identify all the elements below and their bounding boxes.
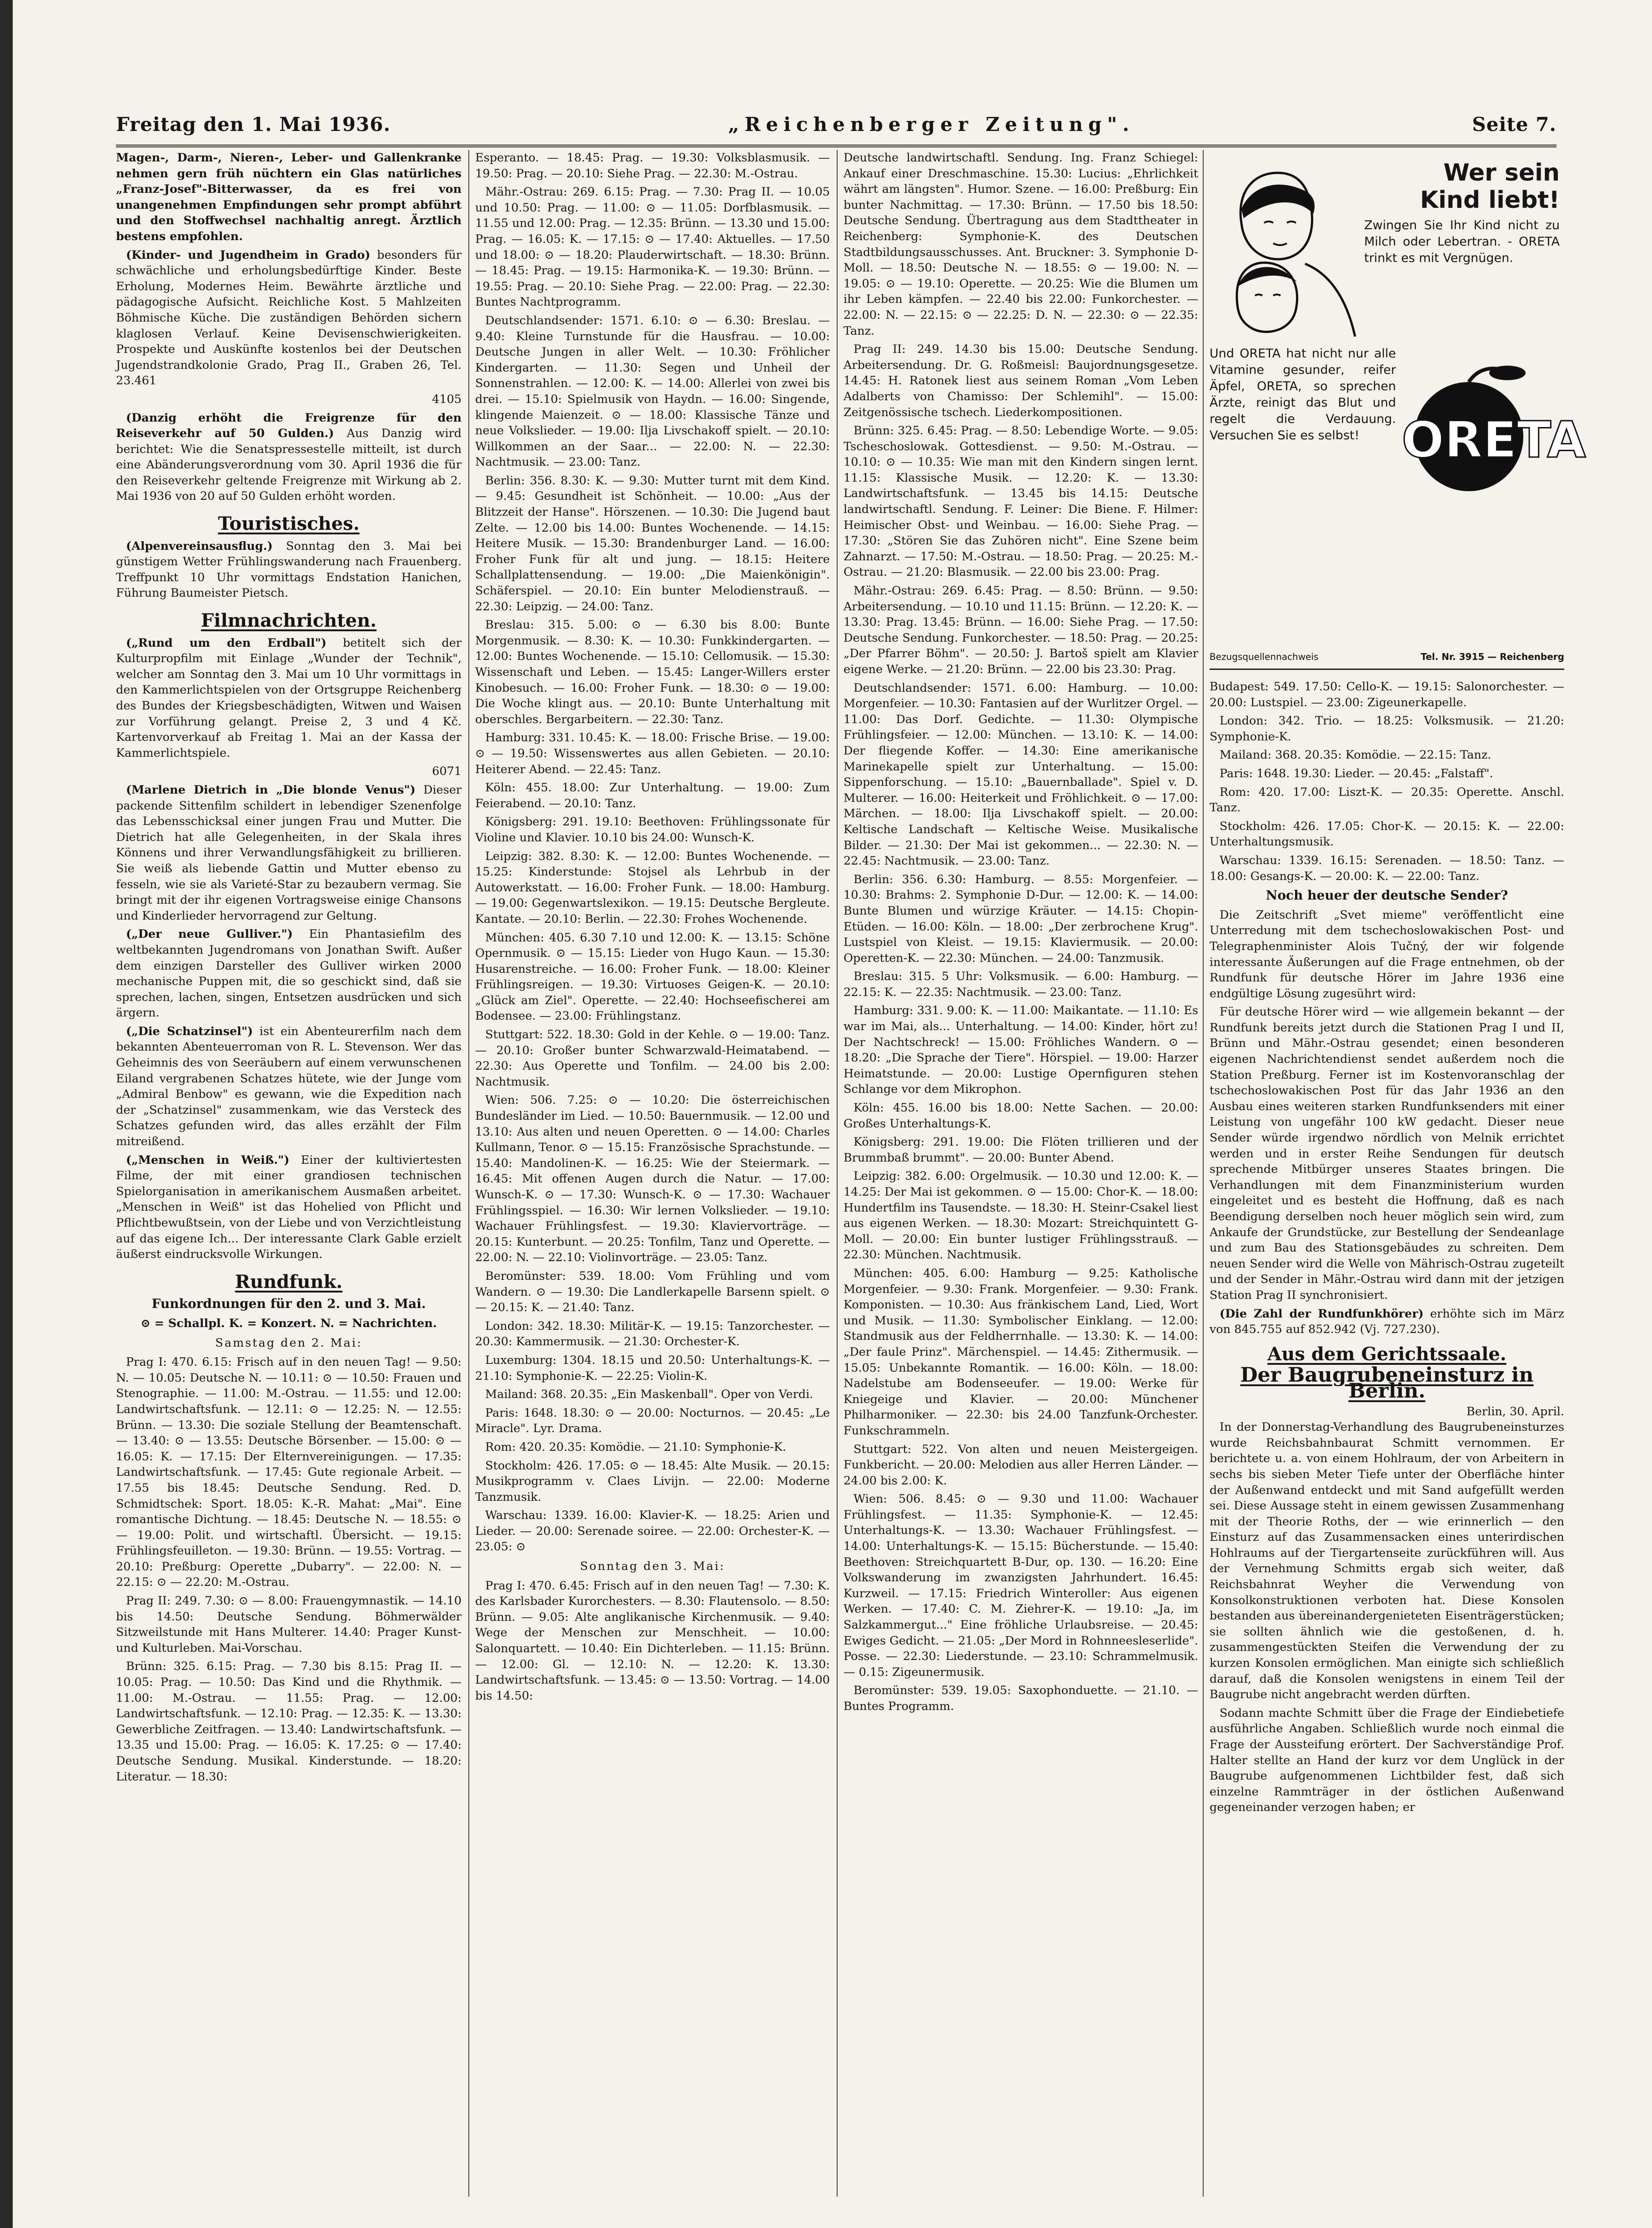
- station-listing: Esperanto. — 18.45: Prag. — 19.30: Volksblasmusik. — 19.50: Prag. — 20.10: Siehe Prag. — 22.30: M.-Ostrau.: [475, 151, 830, 181]
- film-heading: („Menschen in Weiß."): [126, 1153, 290, 1167]
- station-listing: Breslau: 315. 5 Uhr: Volksmusik. — 6.00: Hamburg. — 22.15: K. — 22.35: Nachtmusik. — 23.00: Tanz.: [844, 970, 1198, 999]
- station-listing: Luxemburg: 1304. 18.15 und 20.50: Unterhaltungs-K. — 21.10: Symphonie-K. — 22.25: Violin-K.: [475, 1353, 830, 1383]
- column-3: [844, 150, 1198, 2197]
- station-listing: Stuttgart: 522. Von alten und neuen Meistergeigen. Funkbericht. — 20.00: Melodien aus aller Herren Länder. — 24.00 bis 2.00: K.: [844, 1442, 1198, 1488]
- film-text: Dieser packende Sittenfilm schildert in lebendiger Szenenfolge das Lebensschicksal einer jungen Frau und Mutter. Die Dietrich hat alle Gelegenheiten, in der Skala ihres Könnens und ihrer Verwandlungsfähigkeit zu brillieren. Sie weiß als liebende Gattin und Mutter ebenso zu fesseln, wie sie als Varieté-Star zu bezaubern vermag. Sie bringt mit der ihr eigenen Vortragsweise einige Chansons und Kinderlieder hervorragend zur Geltung.: [116, 783, 462, 923]
- ad-headline-line: Wer sein: [1443, 159, 1560, 186]
- section-tourism: Touristisches.: [218, 513, 360, 535]
- article-paragraph: In der Donnerstag-Verhandlung des Baugrubeneinsturzes wurde Reichsbahnbaurat Schmitt vernommen. Er berichtete u. a. von einem Hohlraum, der von Arbeitern in sechs bis sieben Meter Tiefe unter der Oberfläche hinter der Außenwand entdeckt und mit Sand aufgefüllt werden sei. Diese Aussage steht in einem gewissen Zusammenhang mit der Theorie Roths, der — wie erinnerlich — den Einsturz auf das Zusammensacken eines unterirdischen Hohlraums auf der Tiergartenseite zurückführen will. Aus der Vernehmung Schmitts ergab sich weiter, daß Reichsbahnrat Weyher die Verwendung von Konsolkonstruktionen verboten hat. Diese Konsolen bestanden aus übereinandergenieteten Eisenträgerstücken; sie sollten ähnlich wie die gestoßenen, d. h. zusammengestückten Steifen die Verwendung der zu kurzen Konsolen ermöglichen. Man einigte sich schließlich darauf, daß die Konsolen wenigstens in einem Teil der Baugrube nicht angebracht werden dürften.: [1210, 1420, 1564, 1702]
- danzig-heading: (Danzig erhöht die Freigrenze für den Reiseverkehr auf 50 Gulden.): [116, 411, 462, 441]
- grado-text: besonders für schwächliche und erholungsbedürftige Kinder. Beste Erholung, Modernes Heim. Bewährte ärztliche und pädagogische Aufsicht. Reichliche Kost. 5 Mahlzeiten Böhmische Küche. Die zuständigen Behörden sichern klaglosen Verlauf. Keine Devisenschwierigkeiten. Prospekte und Auskünfte kostenlos bei der Deutschen Jugendstrandkolonie Grado, Prag II., Graben 26, Tel. 23.461: [116, 248, 462, 388]
- station-listing: Stockholm: 426. 17.05: Chor-K. — 20.15: K. — 22.00: Unterhaltungsmusik.: [1210, 819, 1564, 849]
- station-listing: Paris: 1648. 18.30: ⊙ — 20.00: Nocturnos. — 20.45: „Le Miracle". Lyr. Drama.: [475, 1406, 830, 1436]
- station-listing: Deutschlandsender: 1571. 6.10: ⊙ — 6.30: Breslau. — 9.40: Kleine Turnstunde für die Hausfrau. — 10.00: Deutsche Jungen in aller Welt. — 10.30: Fröhlicher Kindergarten. — 11.30: Segen und Unheil der Sonnenstrahlen. — 12.00: K. — 14.00: Allerlei von zwei bis drei. — 15.10: Spielmusik von Haydn. — 16.00: Singende, klingende Maienzeit. ⊙ — 18.00: Klassische Tänze und neue Volkslieder. — 19.00: Ilja Livschakoff spielt. — 20.10: Willkommen an der Saar... — 22.00: N. — 22.30: Nachtmusik. — 23.00: Tanz.: [475, 313, 830, 469]
- station-listing: Paris: 1648. 19.30: Lieder. — 20.45: „Falstaff".: [1220, 766, 1493, 780]
- station-listing: Breslau: 315. 5.00: ⊙ — 6.30 bis 8.00: Bunte Morgenmusik. — 8.30: K. — 10.30: Funkkindergarten. — 12.00: Buntes Wochenende. — 15.10: Cellomusik. — 15.30: Wissenschaft und Leben. — 15.45: Langer-Willers erster Kinobesuch. — 16.00: Froher Funk. — 18.30: ⊙ — 19.00: Die Woche klingt aus. — 20.10: Bunte Unterhaltung mit oberschles. Bergarbeitern. — 22.30: Tanz.: [475, 618, 830, 726]
- ad-copy: Und ORETA hat nicht nur alle Vitamine gesunder, reifer Äpfel, ORETA, so sprechen Ärzte, reinigt das Blut und regelt die Verdauung. Versuchen Sie es selbst!: [1210, 347, 1396, 443]
- station-listing: Deutsche landwirtschaftl. Sendung. Ing. Franz Schiegel: Ankauf einer Dreschmaschine. 15.30: Lucius: „Ehrlichkeit währt am längsten". Humor. Szene. — 16.00: Preßburg: Ein bunter Nachmittag. — 17.30: Brünn. — 17.50 bis 18.50: Deutsche Sendung. Übertragung aus dem Stadttheater in Reichenberg: Symphonie-K. des Deutschen Stadtbildungsausschusses. Ant. Bruckner: 3. Symphonie D-Moll. — 18.50: Deutsche N. — 18.55: ⊙ — 19.00: N. — 19.05: ⊙ — 19.10: Operette. — 20.25: Wie die Blumen um ihr Leben kämpfen. — 22.40 bis 22.00: Funkorchester. — 22.00: N. — 22.15: ⊙ — 22.25: D. N. — 22.30: ⊙ — 22.35: Tanz.: [844, 151, 1198, 338]
- station-listing: Mailand: 368. 20.35: „Ein Maskenball". Oper von Verdi.: [485, 1388, 813, 1402]
- header-page-number: Seite 7.: [1472, 113, 1557, 136]
- station-listing: Köln: 455. 18.00: Zur Unterhaltung. — 19.00: Zum Feierabend. — 20.10: Tanz.: [475, 781, 830, 810]
- header-date: Freitag den 1. Mai 1936.: [116, 113, 391, 136]
- film-text: ist ein Abenteurerfilm nach dem bekannten Abenteuerroman von R. L. Stevenson. Wer das Geheimnis des von Seeräubern auf einem verwunschenen Eiland vergrabenen Schatzes hütete, wie der Junge vom „Admiral Benbow" es gewann, wie die Expedition nach der „Schatzinsel" zusammenkam, wie das Versteck des Schatzes gefunden wird, das alles erzählt der Film mitreißend.: [116, 1024, 462, 1149]
- bitterwasser-notice: Magen-, Darm-, Nieren-, Leber- und Gallenkranke nehmen gern früh nüchtern ein Glas natürliches „Franz-Josef"-Bitterwasser, da es frei von unangenehmen Empfindungen sehr prompt abführt und den Stoffwechsel nachhaltig anregt. Ärztlich bestens empfohlen.: [116, 151, 462, 243]
- section-court: Aus dem Gerichtssaale.: [1267, 1343, 1506, 1365]
- grado-ref: 4105: [432, 392, 462, 406]
- oreta-logo-text: ORETA: [1401, 411, 1586, 469]
- ad-footer-label: Bezugsquellennachweis: [1210, 651, 1319, 663]
- film-heading: (Marlene Dietrich in „Die blonde Venus"): [126, 783, 416, 797]
- oreta-advertisement: [1210, 150, 1586, 670]
- station-listing: Prag I: 470. 6.45: Frisch auf in den neuen Tag! — 7.30: K. des Karlsbader Kurorchesters. — 8.30: Flautensolo. — 8.50: Brünn. — 9.05: Alte anglikanische Kirchenmusik. — 9.40: Wege der Menschen zur Menschheit. — 10.00: Salonquartett. — 10.40: Ein Dichterleben. — 11.15: Brünn. — 12.00: Gl. — 12.10: N. — 12.20: K. 13.30: Landwirtschaftsfunk. — 13.45: ⊙ — 13.50: Vortrag. — 14.00 bis 14.50:: [475, 1579, 830, 1703]
- alpen-heading: (Alpenvereinsausflug.): [126, 539, 273, 553]
- station-listing: Brünn: 325. 6.15: Prag. — 7.30 bis 8.15: Prag II. — 10.05: Prag. — 10.50: Das Kind und die Rhythmik. — 11.00: M.-Ostrau. — 11.55: Prag. — 12.00: Landwirtschaftsfunk. — 12.10: Prag. — 12.35: K. — 13.30: Gewerbliche Zeitfragen. — 13.40: Landwirtschaftsfunk. — 13.35 und 15.00: Prag. — 16.05: K. 17.25: ⊙ — 17.40: Deutsche Sendung. Musikal. Kinderstunde. — 18.20: Literatur. — 18.30:: [116, 1660, 462, 1784]
- listener-count-heading: (Die Zahl der Rundfunkhörer): [1220, 1307, 1424, 1321]
- article-paragraph: Sodann machte Schmitt über die Frage der Eindiebetiefe ausführliche Angaben. Schließlich wurde noch einmal die Frage der Aussteifung erörtert. Der Sachverständige Prof. Halter stellte an Hand der kurz vor dem Unglück in der Baugrube aufgenommenen Lichtbilder fest, daß sich einzelne Rammträger in der östlichen Außenwand gegeneinander verzogen haben; er: [1210, 1706, 1564, 1815]
- oreta-logo: [1401, 364, 1586, 500]
- station-listing: Budapest: 549. 17.50: Cello-K. — 19.15: Salonorchester. — 20.00: Lustspiel. — 23.00: Zigeunerkapelle.: [1210, 680, 1564, 709]
- station-listing: Mailand: 368. 20.35: Komödie. — 22.15: Tanz.: [1220, 748, 1491, 762]
- header-rule: [116, 145, 1557, 147]
- film-heading: („Die Schatzinsel"): [126, 1024, 253, 1038]
- station-listing: Königsberg: 291. 19.00: Die Flöten trillieren und der Brummbaß brummt". — 20.00: Bunter Abend.: [844, 1135, 1198, 1165]
- station-listing: Brünn: 325. 6.45: Prag. — 8.50: Lebendige Worte. — 9.05: Tscheschoslowak. Gottesdienst. — 9.50: M.-Ostrau. — 10.10: ⊙ — 10.35: Wie man mit den Kindern singen lernt. 11.15: Klassische Musik. — 12.20: K. — 13.30: Landwirtschaftsfunk. — 13.45 bis 14.15: Deutsche landwirtschaftl. Sendung. F. Leiner: Die Biene. F. Hilmer: Heimischer Obst- und Weinbau. — 16.00: Siehe Prag. — 17.30: „Stören Sie das Zuhören nicht". Eine Szene beim Zahnarzt. — 17.50: M.-Ostrau. — 18.50: Prag. — 20.25: M.-Ostrau. — 21.20: Blasmusik. — 22.00 bis 23.00: Prag.: [844, 424, 1198, 579]
- mother-child-illustration: [1210, 159, 1360, 341]
- radio-legend: ⊙ = Schallpl. K. = Konzert. N. = Nachrichten.: [141, 1316, 437, 1330]
- station-listing: Rom: 420. 20.35: Komödie. — 21.10: Symphonie-K.: [485, 1440, 786, 1454]
- station-listing: London: 342. Trio. — 18.25: Volksmusik. — 21.20: Symphonie-K.: [1210, 714, 1564, 744]
- station-listing: Hamburg: 331. 9.00: K. — 11.00: Maikantate. — 11.10: Es war im Mai, als... Unterhaltung. — 14.00: Kinder, hört zu! Der Nachtschreck! — 15.00: Fröhliches Wandern. ⊙ — 18.20: „Die Sprache der Tiere". Hörspiel. — 19.00: Harzer Heimatstunde. — 20.00: Lustige Opernfiguren stehen Schlange vor dem Mikrophon.: [844, 1004, 1198, 1096]
- station-listing: Berlin: 356. 6.30: Hamburg. — 8.55: Morgenfeier. — 10.30: Brahms: 2. Symphonie D-Dur. — 12.00: K. — 14.00: Bunte Blumen und würzige Kräuter. — 14.15: Chopin-Etüden. — 16.00: Köln. — 18.00: „Der zerbrochene Krug". Lustspiel von Kleist. — 19.15: Klaviermusik. — 20.00: Operetten-K. — 22.30: München. — 24.00: Tanzmusik.: [844, 872, 1198, 965]
- station-listing: Wien: 506. 7.25: ⊙ — 10.20: Die österreichischen Bundesländer im Lied. — 10.50: Bauernmusik. — 12.00 und 13.10: Aus alten und neuen Operetten. ⊙ — 14.00: Charles Kullmann, Tenor. ⊙ — 15.15: Französische Sprachstunde. — 15.40: Mandolinen-K. — 16.25: Wie der Steiermark. — 16.45: Mit offenen Augen durch die Natur. — 17.00: Wunsch-K. ⊙ — 17.30: Wunsch-K. ⊙ — 17.30: Wachauer Frühlingsspiel. — 16.30: Wir lernen Volkslieder. — 19.10: Wachauer Frühlingsfest. — 19.30: Klaviervorträge. — 20.15: Kunterbunt. — 20.25: Tonfilm, Tanz und Operette. — 22.00: N. — 22.10: Violinvorträge. — 23.05: Tanz.: [475, 1093, 830, 1265]
- station-listing: Deutschlandsender: 1571. 6.00: Hamburg. — 10.00: Morgenfeier. — 10.30: Fantasien auf der Wurlitzer Orgel. — 11.00: Das Dorf. Gedichte. — 11.30: Olympische Frühlingsfeier. — 12.00: München. — 13.10: K. — 14.00: Der fliegende Koffer. — 14.30: Eine amerikanische Marinekapelle spielt zur Unterhaltung. — 15.00: Sippenforschung. — 15.10: „Bauernballade". Spiel v. D. Multerer. — 16.00: Heiterkeit und Fröhlichkeit. ⊙ — 17.00: Märchen. — 18.00: Ilja Livschakoff spielt. — 20.00: Keltische Landschaft — Keltische Weise. Musikalische Bilder. — 21.30: Der Mai ist gekommen... — 22.30: N. — 22.45: Nachtmusik. — 23.00: Tanz.: [844, 681, 1198, 868]
- film-ref: 6071: [432, 764, 462, 779]
- article-paragraph: Die Zeitschrift „Svet mieme" veröffentlicht eine Unterredung mit dem tschechoslowakischen Post- und Telegraphenminister Alois Tučný, der wir folgende interessante Äußerungen auf die Frage entnehmen, ob der Rundfunk für deutsche Hörer im Jahre 1936 eine endgültige Lösung zugesührt wird:: [1210, 908, 1564, 1001]
- radio-subtitle: Funkordnungen für den 2. und 3. Mai.: [151, 1296, 426, 1312]
- station-listing: London: 342. 18.30: Militär-K. — 19.15: Tanzorchester. — 20.30: Kammermusik. — 21.30: Orchester-K.: [475, 1319, 830, 1349]
- station-listing: Leipzig: 382. 6.00: Orgelmusik. — 10.30 und 12.00: K. — 14.25: Der Mai ist gekommen. ⊙ — 15.00: Chor-K. — 18.00: Hundertfilm ins Tausendste. — 18.30: H. Steinr-Csakel liest aus eigenen Werken. — 18.30: Mozart: Streichquintett G-Moll. — 20.00: Ein bunter lustiger Frühlingsstrauß. — 22.30: München. Nachtmusik.: [844, 1169, 1198, 1262]
- ad-headline: [1420, 159, 1560, 214]
- station-listing: Köln: 455. 16.00 bis 18.00: Nette Sachen. — 20.00: Großes Unterhaltungs-K.: [844, 1101, 1198, 1131]
- page-header: [116, 108, 1557, 140]
- ad-copy: Zwingen Sie Ihr Kind nicht zu Milch oder Lebertran. - ORETA trinkt es mit Vergnügen.: [1364, 218, 1560, 265]
- ad-footer-phone: Tel. Nr. 3915 — Reichenberg: [1421, 651, 1564, 663]
- ad-footer: [1210, 649, 1564, 665]
- film-text: Ein Phantasiefilm des weltbekannten Jugendromans von Jonathan Swift. Außer dem einzigen Darsteller des Gulliver wirken 2000 mechanische Puppen mit, die so geschickt sind, daß sie sprechen, lachen, singen, Entsetzen ausdrücken und sich ärgern.: [116, 927, 462, 1020]
- danzig-text: Aus Danzig wird berichtet: Wie die Senatspressestelle mitteilt, ist durch eine Abänderungsverordnung vom 30. April 1936 die für den Reiseverkehr geltende Freigrenze mit Wirkung ab 2. Mai 1936 von 20 auf 50 Gulden erhöht worden.: [116, 427, 462, 503]
- film-item: [116, 635, 462, 761]
- day-heading: Samstag den 2. Mai:: [215, 1336, 362, 1350]
- station-listing: Prag II: 249. 14.30 bis 15.00: Deutsche Sendung. Arbeitersendung. Dr. G. Roßmeisl: Baujordnungsgesetze. 14.45: H. Ratonek liest aus seinem Roman „Vom Leben Adalberts von Chamisso: Der Schlemihl". — 15.00: Zeitgenössische tschech. Liederkompositionen.: [844, 342, 1198, 419]
- alpen-text: Sonntag den 3. Mai bei günstigem Wetter Frühlingswanderung nach Frauenberg. Treffpunkt 10 Uhr vormittags Endstation Hanichen, Führung Baumeister Pietsch.: [116, 539, 462, 600]
- section-radio: Rundfunk.: [235, 1271, 343, 1293]
- station-listing: Warschau: 1339. 16.15: Serenaden. — 18.50: Tanz. — 18.00: Gesangs-K. — 20.00: K. — 22.00: Tanz.: [1210, 853, 1564, 883]
- article-paragraph: Für deutsche Hörer wird — wie allgemein bekannt — der Rundfunk bereits jetzt durch die Stationen Prag I und II, Brünn und Mähr.-Ostrau gesendet; einen besonderen eigenen Nachrichtendienst sendet außerdem noch die Station Preßburg. Ferner ist im Kostenvoranschlag der tschechoslowakischen Post für das Jahr 1936 an den Ausbau eines weiteren starken Rundfunksenders mit einer Leistung von ungefähr 100 kW gedacht. Dieser neue Sender würde irgendwo nördlich von Melnik errichtet werden und in erster Reihe Sendungen für deutsch sprechende Mitbürger unseres Staates bringen. Die Verhandlungen mit dem Finanzministerium wurden eingeleitet und es besteht die Hoffnung, daß es nach Beendigung derselben noch heuer möglich sein wird, zum Ankaufe der Grundstücke, zur Bestellung der Sendeanlage und zum Bau des Stationsgebäudes zu schreiten. Dem neuen Sender wird die Welle von Mährisch-Ostrau zugeteilt und der Sender in Mähr.-Ostrau wird dann mit der jetzigen Station Prag II synchronisiert.: [1210, 1005, 1564, 1302]
- grado-heading: (Kinder- und Jugendheim in Grado): [126, 248, 371, 262]
- film-heading: („Der neue Gulliver."): [126, 927, 293, 941]
- station-listing: Beromünster: 539. 19.05: Saxophonduette. — 21.10. — Buntes Programm.: [844, 1684, 1198, 1713]
- section-film: Filmnachrichten.: [201, 610, 377, 632]
- scan-edge: [0, 0, 13, 2228]
- film-item: [116, 1024, 462, 1150]
- column-divider: [837, 150, 838, 2197]
- station-listing: Stockholm: 426. 17.05: ⊙ — 18.45: Alte Musik. — 20.15: Musikprogramm v. Claes Livijn. — 22.00: Moderne Tanzmusik.: [475, 1459, 830, 1504]
- article-heading: Noch heuer der deutsche Sender?: [1265, 888, 1508, 903]
- listener-count-text: erhöhte sich im März von 845.755 auf 852.942 (Vj. 727.230).: [1210, 1307, 1564, 1337]
- listener-count-item: [1210, 1306, 1564, 1338]
- station-listing: Hamburg: 331. 10.45: K. — 18.00: Frische Brise. — 19.00: ⊙ — 19.50: Wissenswertes aus allen Gebieten. — 20.10: Heiterer Abend. — 22.45: Tanz.: [475, 731, 830, 776]
- column-divider: [1203, 150, 1204, 2197]
- film-text: betitelt sich der Kulturpropfilm mit Einlage „Wunder der Technik", welcher am Sonntag den 3. Mai um 10 Uhr vormittags in den Kammerlichtspielen von der Ortsgruppe Reichenberg des Bundes der Kriegsbeschädigten, Witwen und Waisen zur Vorführung gelangt. Preise 2, 3 und 4 Kč. Kartenvorverkauf ab Freitag 1. Mai an der Kassa der Kammerlichtspiele.: [116, 636, 462, 760]
- station-listing: Königsberg: 291. 19.10: Beethoven: Frühlingssonate für Violine und Klavier. 10.10 bis 24.00: Wunsch-K.: [475, 815, 830, 845]
- station-listing: Berlin: 356. 8.30: K. — 9.30: Mutter turnt mit dem Kind. — 9.45: Gesundheit ist Schönheit. — 10.00: „Aus der Blitzzeit der Hanse". Hörszenen. — 10.30: Die Jugend baut Zelte. — 12.00 bis 14.00: Buntes Wochenende. — 14.15: Heitere Musik. — 15.30: Brandenburger Land. — 16.00: Froher Funk für alt und jung. — 18.15: Heitere Schallplattensendung. — 19.00: „Die Maienkönigin". Schäferspiel. — 20.10: Ein bunter Melodienstrauß. — 22.30: Leipzig. — 24.00: Tanz.: [475, 473, 830, 614]
- danzig-article: [116, 410, 462, 505]
- header-paper-title: „Reichenberger Zeitung".: [728, 113, 1135, 136]
- column-4: [1210, 150, 1586, 2197]
- column-1: [116, 150, 462, 2197]
- station-listing: Wien: 506. 8.45: ⊙ — 9.30 und 11.00: Wachauer Frühlingsfest. — 11.35: Symphonie-K. — 12.45: Unterhaltungs-K. — 13.30: Wachauer Frühlingsfest. — 14.00: Unterhaltungs-K. — 15.15: Bücherstunde. — 15.40: Beethoven: Streichquartett B-Dur, op. 130. — 16.20: Eine Volkswanderung im zwanzigsten Jahrhundert. 16.45: Kurzweil. — 17.15: Friedrich Winteroller: Aus eigenen Werken. — 17.40: C. M. Ziehrer-K. — 19.10: „Ja, im Salzkammergut..." Eine fröhliche Urlaubsreise. — 20.45: Ewiges Gedicht. — 21.05: „Der Mord in Rohnneesleserlide". Posse. — 22.30: Liederstunde. — 23.10: Schrammelmusik. — 0.15: Zigeunermusik.: [844, 1492, 1198, 1679]
- station-listing: Beromünster: 539. 18.00: Vom Frühling und vom Wandern. ⊙ — 19.30: Die Landlerkapelle Barsenn spielt. ⊙ — 20.15: K. — 21.40: Tanz.: [475, 1269, 830, 1315]
- film-item: [116, 926, 462, 1021]
- station-listing: Warschau: 1339. 16.00: Klavier-K. — 18.25: Arien und Lieder. — 20.00: Serenade soiree. — 22.00: Orchester-K. — 23.05: ⊙: [475, 1509, 830, 1554]
- column-divider: [468, 150, 469, 2197]
- ad-headline-line: Kind liebt!: [1420, 186, 1560, 214]
- day-heading: Sonntag den 3. Mai:: [580, 1559, 725, 1574]
- station-listing: München: 405. 6.00: Hamburg — 9.25: Katholische Morgenfeier. — 9.30: Frank. Morgenfeier. — 9.30: Frank. Komponisten. — 10.30: Aus fränkischem Land, Lied, Wort und Musik. — 11.30: Symbolischer Einklang. — 12.00: Standmusik aus der Feldherrnhalle. — 13.30: K. — 14.00: „Der faule Prinz". Märchenspiel. — 14.45: Zithermusik. — 15.05: Unbekannte Romantik. — 16.00: Köln. — 18.00: Nadelstube am Bodenseeufer. — 19.00: Werke für Kniegeige und Klavier. — 20.00: Münchener Philharmoniker. — 22.30: bis 24.00 Tanzfunk-Orchester. Funkschrammeln.: [844, 1266, 1198, 1438]
- station-listing: München: 405. 6.30 7.10 und 12.00: K. — 13.15: Schöne Opernmusik. ⊙ — 15.15: Lieder von Hugo Kaun. — 15.30: Husarenstreiche. — 16.00: Froher Funk. — 18.00: Kleiner Frühlingsreigen. — 19.30: Virtuoses Geigen-K. — 20.10: „Glück am Ziel". Operette. — 22.40: Hochseefischerei am Bodensee. — 23.00: Frühlingstanz.: [475, 930, 830, 1023]
- station-listing: Stuttgart: 522. 18.30: Gold in der Kehle. ⊙ — 19.00: Tanz. — 20.10: Großer bunter Schwarzwald-Heimatabend. — 22.30: Aus Operette und Tonfilm. — 24.00 bis 2.00: Nachtmusik.: [475, 1028, 830, 1089]
- station-listing: Prag II: 249. 7.30: ⊙ — 8.00: Frauengymnastik. — 14.10 bis 14.50: Deutsche Sendung. Böhmerwälder Sitzweilstunde mit Hans Multerer. 14.40: Prager Kunst- und Kulturleben. Mai-Vorschau.: [116, 1594, 462, 1655]
- column-2: [475, 150, 830, 2197]
- film-item: [116, 1152, 462, 1262]
- station-listing: Mähr.-Ostrau: 269. 6.15: Prag. — 7.30: Prag II. — 10.05 und 10.50: Prag. — 11.00: ⊙ — 11.05: Dorfblasmusik. — 11.55 und 12.00: Prag. — 12.35: Brünn. — 13.30 und 15.00: Prag. — 16.05: K. — 17.15: ⊙ — 17.40: Aktuelles. — 17.50 und 18.00: ⊙ — 18.20: Plauderwirtschaft. — 18.30: Brünn. — 18.45: Prag. — 19.15: Harmonika-K. — 19.30: Brünn. — 19.55: Prag. — 20.10: Siehe Prag. — 22.00: Prag. — 22.30: Buntes Nachtprogramm.: [475, 185, 830, 309]
- alpen-article: [116, 538, 462, 601]
- station-listing: Prag I: 470. 6.15: Frisch auf in den neuen Tag! — 9.50: N. — 10.05: Deutsche N. — 10.11: ⊙ — 10.50: Frauen und Stenographie. — 11.00: M.-Ostrau. — 11.55: und 12.00: Landwirtschaftsfunk. — 12.11: ⊙ — 12.25: N. — 12.55: Brünn. — 13.30: Die soziale Stellung der Beamtenschaft. — 13.40: ⊙ — 13.55: Deutsche Börsenber. — 15.00: ⊙ — 16.05: K. — 17.15: Der Elternvereinigungen. — 17.35: Landwirtschaftsfunk. — 17.45: Gute regionale Arbeit. — 17.55 bis 18.45: Deutsche Sendung. Red. D. Schmidtschek: Sport. 18.05: K.-R. Mahat: „Mai". Eine romantische Dichtung. — 18.45: Deutsche N. — 18.55: ⊙ — 19.00: Polit. und wirtschaftl. Übersicht. — 19.15: Frühlingsfeuilleton. — 19.30: Brünn. — 19.55: Vortrag. — 20.10: Preßburg: Operette „Dubarry". — 22.00: N. — 22.15: ⊙ — 22.20: M.-Ostrau.: [116, 1355, 462, 1589]
- court-article-title: Der Baugrubeneinsturz in Berlin.: [1240, 1363, 1534, 1403]
- station-listing: Leipzig: 382. 8.30: K. — 12.00: Buntes Wochenende. — 15.25: Kinderstunde: Stojsel als Lehrbub in der Autowerkstatt. — 16.00: Froher Funk. — 18.00: Hamburg. — 19.00: Gegenwartslexikon. — 19.15: Deutsche Bergleute. Kantate. — 20.10: Berlin. — 22.30: Frohes Wochenende.: [475, 849, 830, 926]
- station-listing: Rom: 420. 17.00: Liszt-K. — 20.35: Operette. Anschl. Tanz.: [1210, 785, 1564, 815]
- station-listing: Mähr.-Ostrau: 269. 6.45: Prag. — 8.50: Brünn. — 9.50: Arbeitersendung. — 10.10 und 11.15: Brünn. — 12.20: K. — 13.30: Prag. 13.45: Brünn. — 16.00: Siehe Prag. — 17.50: Deutsche Sendung. Funkorchester. — 18.50: Prag. — 20.25: „Der Pfarrer Böhm". — 20.50: J. Bartoš spielt am Klavier eigene Werke. — 21.20: Brünn. — 22.00 bis 23.30: Prag.: [844, 584, 1198, 676]
- grado-article: [116, 247, 462, 389]
- court-dateline: Berlin, 30. April.: [1466, 1404, 1564, 1418]
- film-heading: („Rund um den Erdball"): [126, 636, 326, 650]
- film-text: Einer der kultiviertesten Filme, der mit einer grandiosen technischen Spielorganisation in amerikanischem Ausmaßen arbeitet. „Menschen in Weiß" ist das Hohelied von Pflicht und Pflichtbewußtsein, von der Liebe und von Verzichtleistung auf das eigene Ich... Der interessante Clark Gable erzielt äußerst eindrucksvolle Wirkungen.: [116, 1153, 462, 1262]
- film-item: [116, 782, 462, 924]
